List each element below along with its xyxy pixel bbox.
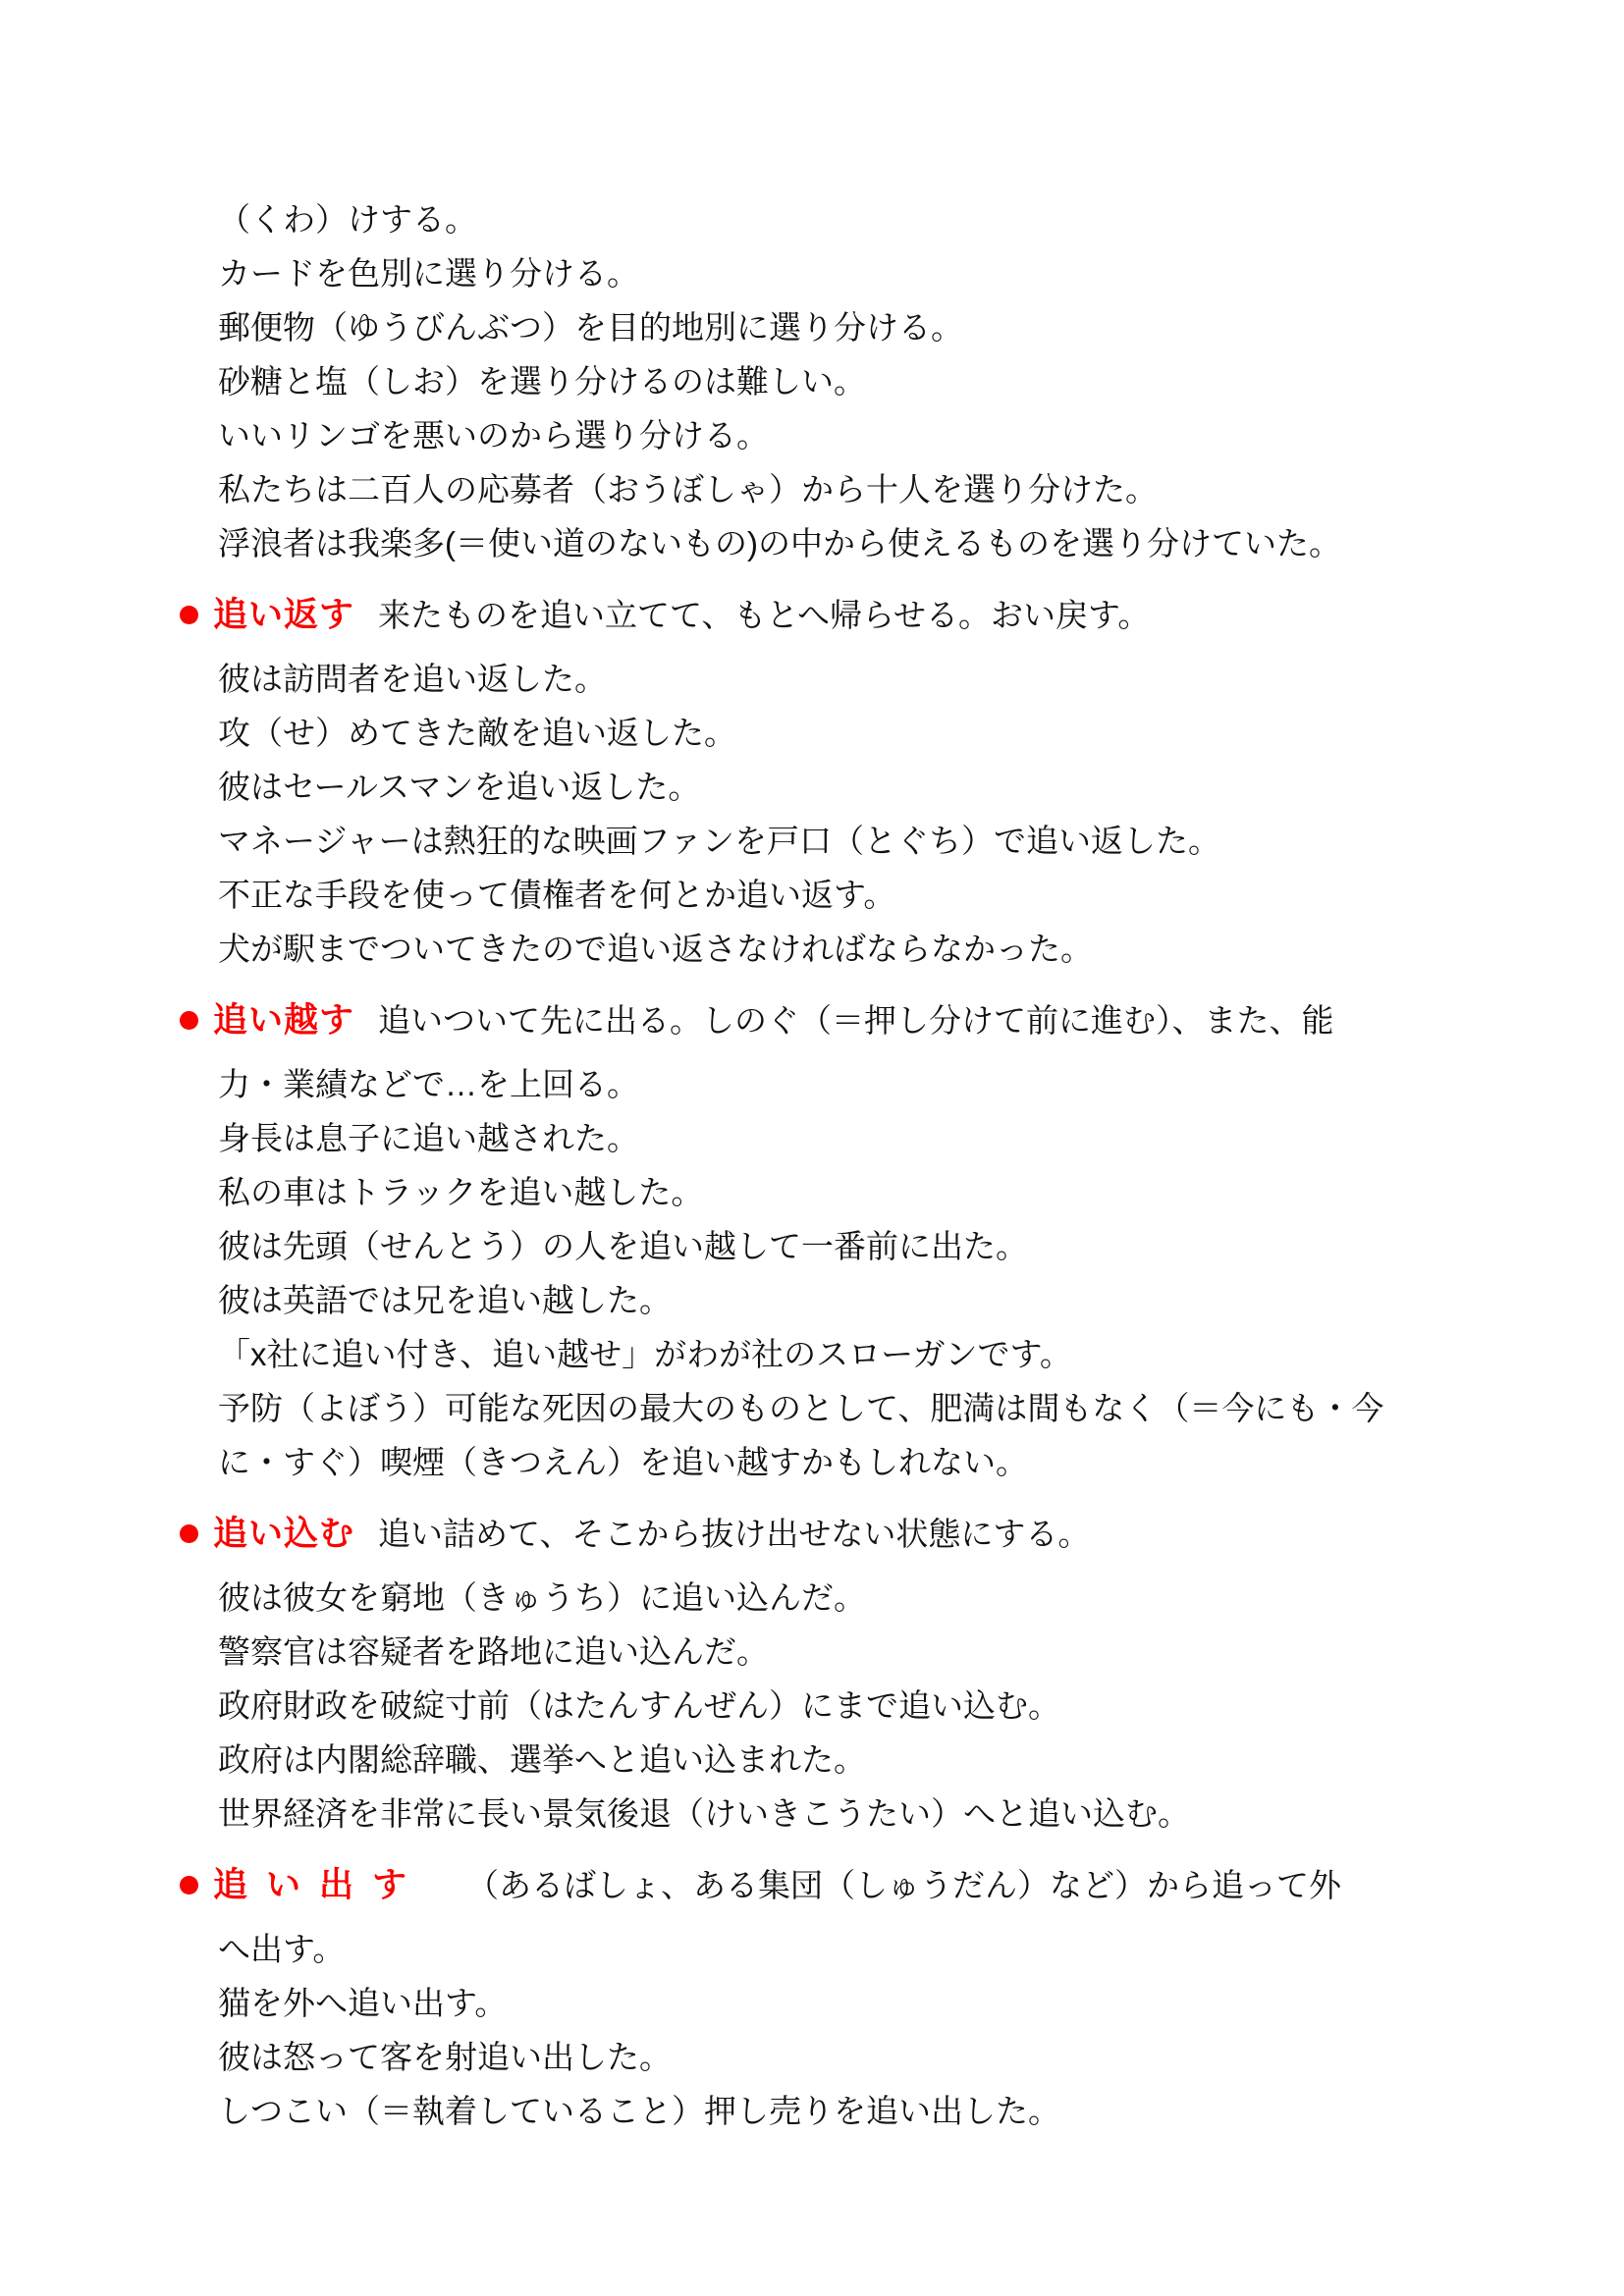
text-line: 予防（よぼう）可能な死因の最大のものとして、肥満は間もなく（＝今にも・今 bbox=[218, 1390, 1384, 1426]
text-line: 彼は英語では兄を追い越した。 bbox=[218, 1282, 672, 1318]
entry-headline bbox=[180, 993, 1428, 1047]
entry-example-block bbox=[218, 652, 1428, 976]
text-line: いいリンゴを悪いのから選り分ける。 bbox=[218, 417, 769, 454]
text-line: 不正な手段を使って債権者を何とか追い返す。 bbox=[218, 877, 896, 913]
text-line: 政府は内閣総辞職、選挙へと追い込まれた。 bbox=[218, 1741, 866, 1778]
text-line: 砂糖と塩（しお）を選り分けるのは難しい。 bbox=[218, 363, 866, 400]
text-line: 彼は彼女を窮地（きゅうち）に追い込んだ。 bbox=[218, 1579, 866, 1616]
text-line: 彼は訪問者を追い返した。 bbox=[218, 661, 607, 697]
text-line: 犬が駅までついてきたので追い返さなければならなかった。 bbox=[218, 931, 1093, 967]
text-line: 「x社に追い付き、追い越せ」がわが社のスローガンです。 bbox=[218, 1336, 1072, 1372]
entry-oikaesu bbox=[213, 588, 1428, 976]
text-line: 彼は先頭（せんとう）の人を追い越して一番前に出た。 bbox=[218, 1228, 1028, 1264]
text-line: 猫を外へ追い出す。 bbox=[218, 1985, 508, 2021]
text-line: 攻（せ）めてきた敵を追い返した。 bbox=[218, 715, 736, 751]
red-bullet-icon bbox=[180, 1524, 198, 1543]
intro-example-block bbox=[218, 192, 1428, 570]
text-line: 警察官は容疑者を路地に追い込んだ。 bbox=[218, 1633, 769, 1670]
text-line: 私たちは二百人の応募者（おうぼしゃ）から十人を選り分けた。 bbox=[218, 471, 1158, 507]
text-line: 世界経済を非常に長い景気後退（けいきこうたい）へと追い込む。 bbox=[218, 1795, 1190, 1832]
text-line: に・すぐ）喫煙（きつえん）を追い越すかもしれない。 bbox=[218, 1444, 1028, 1480]
text-line: しつこい（＝執着していること）押し売りを追い出した。 bbox=[218, 2093, 1060, 2129]
text-line: 私の車はトラックを追い越した。 bbox=[218, 1174, 704, 1210]
entry-headline bbox=[180, 1858, 1428, 1912]
entry-oidasu bbox=[213, 1858, 1428, 2138]
red-bullet-icon bbox=[180, 606, 198, 624]
entry-example-block bbox=[218, 1922, 1428, 2138]
entry-example-block bbox=[218, 1057, 1428, 1489]
text-line: 力・業績などで…を上回る。 bbox=[218, 1066, 639, 1102]
text-line: （くわ）けする。 bbox=[218, 201, 477, 238]
entry-headline bbox=[180, 1507, 1428, 1561]
red-bullet-icon bbox=[180, 1011, 198, 1030]
text-line: 郵便物（ゆうびんぶつ）を目的地別に選り分ける。 bbox=[218, 309, 963, 346]
document-page bbox=[213, 192, 1428, 2138]
entry-oikomu bbox=[213, 1507, 1428, 1841]
entry-headword: 追い込む bbox=[213, 1515, 355, 1553]
text-line: 浮浪者は我楽多(＝使い道のないもの)の中から使えるものを選り分けていた。 bbox=[218, 525, 1341, 561]
entry-headword: 追い越す bbox=[213, 1001, 355, 1040]
entry-definition: 追い詰めて、そこから抜け出せない状態にする。 bbox=[378, 1516, 1091, 1552]
entry-headword: 追い出す bbox=[213, 1866, 426, 1904]
text-line: へ出す。 bbox=[218, 1931, 346, 1967]
entry-example-block bbox=[218, 1571, 1428, 1841]
entry-headline bbox=[180, 588, 1428, 642]
text-line: カードを色別に選り分ける。 bbox=[218, 255, 639, 292]
entry-oikosu bbox=[213, 993, 1428, 1489]
text-line: 彼は怒って客を射追い出した。 bbox=[218, 2039, 672, 2075]
text-line: 彼はセールスマンを追い返した。 bbox=[218, 769, 701, 805]
entry-headword: 追い返す bbox=[213, 596, 355, 634]
text-line: 身長は息子に追い越された。 bbox=[218, 1120, 639, 1156]
red-bullet-icon bbox=[180, 1876, 198, 1895]
entry-definition: 来たものを追い立てて、もとへ帰らせる。おい戻す。 bbox=[378, 597, 1151, 633]
entry-definition: （あるばしょ、ある集団（しゅうだん）など）から追って外 bbox=[466, 1867, 1342, 1903]
entry-definition: 追いついて先に出る。しのぐ（＝押し分けて前に進む）、また、能 bbox=[378, 1002, 1334, 1039]
text-line: 政府財政を破綻寸前（はたんすんぜん）にまで追い込む。 bbox=[218, 1687, 1060, 1724]
text-line: マネージャーは熱狂的な映画ファンを戸口（とぐち）で追い返した。 bbox=[218, 823, 1221, 859]
